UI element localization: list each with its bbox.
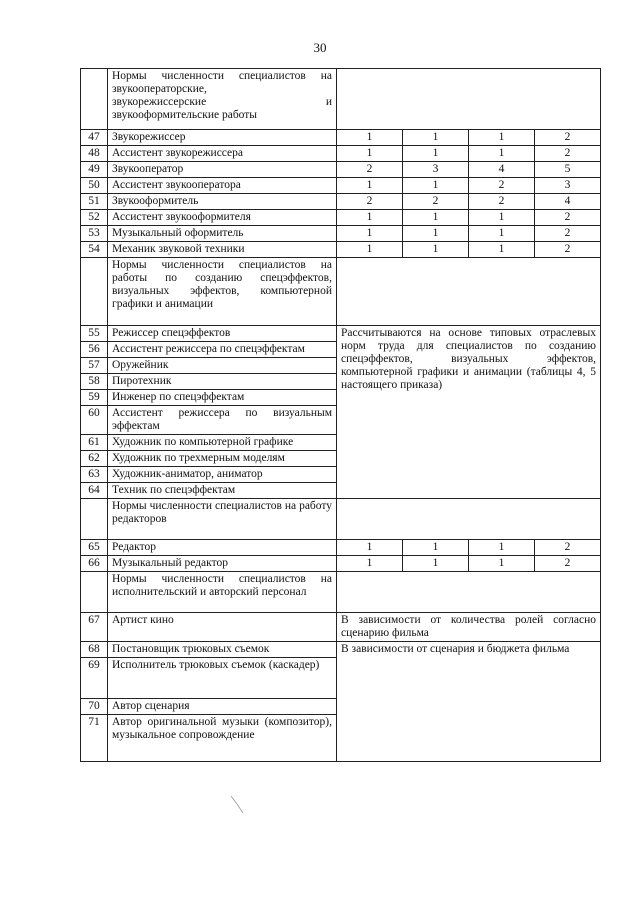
position-name: Ассистент режиссера по визуальным эффектам <box>108 406 337 435</box>
norm-value: 4 <box>535 194 601 210</box>
norm-value: 1 <box>337 556 403 572</box>
scan-mark <box>230 795 244 815</box>
norm-value: 1 <box>469 130 535 146</box>
row-number: 63 <box>81 467 108 483</box>
norm-value: 1 <box>337 130 403 146</box>
position-name: Механик звуковой техники <box>108 242 337 258</box>
position-name: Техник по спецэффектам <box>108 483 337 499</box>
empty-cell <box>337 69 601 130</box>
position-name: Автор сценария <box>108 699 337 715</box>
position-name: Постановщик трюковых съемок <box>108 642 337 658</box>
position-name: Звукооформитель <box>108 194 337 210</box>
norm-value: 1 <box>469 540 535 556</box>
empty-cell <box>337 499 601 540</box>
norm-value: 2 <box>337 162 403 178</box>
position-name: Ассистент звукооформителя <box>108 210 337 226</box>
stunt-author-norm-note: В зависимости от сценария и бюджета фильма <box>337 642 601 762</box>
section-row-editors <box>81 499 601 540</box>
position-name: Звукооператор <box>108 162 337 178</box>
norm-value: 3 <box>535 178 601 194</box>
position-name: Режиссер спецэффектов <box>108 326 337 342</box>
row-number: 60 <box>81 406 108 435</box>
section-row-vfx <box>81 258 601 326</box>
section-title: Нормы численности специалистов на работу редакторов <box>108 499 337 540</box>
table-row <box>81 210 601 226</box>
section-title: Нормы численности специалистов на работы по созданию спецэффектов, визуальных эффектов, компьютерной графики и анимации <box>108 258 337 326</box>
table-row <box>81 146 601 162</box>
table-row <box>81 326 601 342</box>
position-name: Ассистент звукооператора <box>108 178 337 194</box>
row-number <box>81 572 108 613</box>
row-number: 65 <box>81 540 108 556</box>
position-name: Художник-аниматор, аниматор <box>108 467 337 483</box>
norm-value: 2 <box>535 210 601 226</box>
norm-value: 3 <box>403 162 469 178</box>
table-row <box>81 242 601 258</box>
norm-value: 4 <box>469 162 535 178</box>
row-number: 58 <box>81 374 108 390</box>
row-number: 52 <box>81 210 108 226</box>
section-row-sound <box>81 69 601 130</box>
empty-cell <box>337 258 601 326</box>
norm-value: 1 <box>403 146 469 162</box>
norm-value: 1 <box>469 556 535 572</box>
norm-value: 2 <box>403 194 469 210</box>
position-name: Пиротехник <box>108 374 337 390</box>
norm-value: 1 <box>337 242 403 258</box>
row-number: 69 <box>81 658 108 699</box>
norm-value: 1 <box>337 540 403 556</box>
row-number: 62 <box>81 451 108 467</box>
table-row <box>81 613 601 642</box>
norm-value: 1 <box>403 178 469 194</box>
position-name: Художник по трехмерным моделям <box>108 451 337 467</box>
row-number: 68 <box>81 642 108 658</box>
norm-value: 2 <box>535 130 601 146</box>
table-row <box>81 642 601 658</box>
section-title: Нормы численности специалистов на исполнительский и авторский персонал <box>108 572 337 613</box>
norm-value: 1 <box>469 226 535 242</box>
section-row-performers <box>81 572 601 613</box>
norm-value: 2 <box>535 540 601 556</box>
row-number: 66 <box>81 556 108 572</box>
norm-value: 1 <box>469 210 535 226</box>
row-number: 61 <box>81 435 108 451</box>
table-row <box>81 130 601 146</box>
norm-value: 1 <box>403 210 469 226</box>
staffing-norms-table <box>80 68 601 762</box>
position-name: Музыкальный редактор <box>108 556 337 572</box>
row-number: 48 <box>81 146 108 162</box>
norm-value: 1 <box>403 130 469 146</box>
norm-value: 1 <box>403 242 469 258</box>
row-number: 71 <box>81 715 108 762</box>
row-number: 67 <box>81 613 108 642</box>
norm-value: 2 <box>469 194 535 210</box>
row-number: 64 <box>81 483 108 499</box>
row-number: 49 <box>81 162 108 178</box>
norm-value: 1 <box>403 556 469 572</box>
row-number: 55 <box>81 326 108 342</box>
norm-value: 1 <box>337 226 403 242</box>
norm-value: 2 <box>469 178 535 194</box>
position-name: Ассистент режиссера по спецэффектам <box>108 342 337 358</box>
row-number <box>81 69 108 130</box>
row-number: 50 <box>81 178 108 194</box>
row-number: 59 <box>81 390 108 406</box>
row-number: 47 <box>81 130 108 146</box>
norm-value: 2 <box>535 226 601 242</box>
empty-cell <box>337 572 601 613</box>
table-row <box>81 162 601 178</box>
position-name: Звукорежиссер <box>108 130 337 146</box>
row-number <box>81 499 108 540</box>
position-name: Оружейник <box>108 358 337 374</box>
norm-value: 2 <box>337 194 403 210</box>
norm-value: 1 <box>469 242 535 258</box>
vfx-norm-note: Рассчитываются на основе типовых отраслевых норм труда для специалистов по созданию спецэффектов, визуальных эффектов, компьютерной графики и анимации (таблицы 4, 5 настоящего приказа) <box>337 326 601 499</box>
table-row <box>81 178 601 194</box>
norm-value: 1 <box>403 226 469 242</box>
page-number: 30 <box>313 40 327 55</box>
row-number: 70 <box>81 699 108 715</box>
position-name: Инженер по спецэффектам <box>108 390 337 406</box>
position-name: Ассистент звукорежиссера <box>108 146 337 162</box>
position-name: Музыкальный оформитель <box>108 226 337 242</box>
position-name: Редактор <box>108 540 337 556</box>
position-name: Исполнитель трюковых съемок (каскадер) <box>108 658 337 699</box>
norm-value: 1 <box>469 146 535 162</box>
norm-value: 1 <box>337 146 403 162</box>
row-number <box>81 258 108 326</box>
row-number: 56 <box>81 342 108 358</box>
norm-value: 2 <box>535 146 601 162</box>
row-number: 53 <box>81 226 108 242</box>
norm-value: 1 <box>337 178 403 194</box>
table-row <box>81 540 601 556</box>
row-number: 51 <box>81 194 108 210</box>
norm-value: 1 <box>403 540 469 556</box>
position-name: Автор оригинальной музыки (композитор), музыкальное сопровождение <box>108 715 337 762</box>
table-row <box>81 556 601 572</box>
actor-norm-note: В зависимости от количества ролей согласно сценарию фильма <box>337 613 601 642</box>
norm-value: 2 <box>535 242 601 258</box>
position-name: Художник по компьютерной графике <box>108 435 337 451</box>
section-title: Нормы численности специалистов на звукооператорские, звукорежиссерские и звукооформительские работы <box>108 69 337 130</box>
row-number: 54 <box>81 242 108 258</box>
norm-value: 1 <box>337 210 403 226</box>
table-row <box>81 226 601 242</box>
norm-value: 2 <box>535 556 601 572</box>
row-number: 57 <box>81 358 108 374</box>
norm-value: 5 <box>535 162 601 178</box>
table-row <box>81 194 601 210</box>
position-name: Артист кино <box>108 613 337 642</box>
